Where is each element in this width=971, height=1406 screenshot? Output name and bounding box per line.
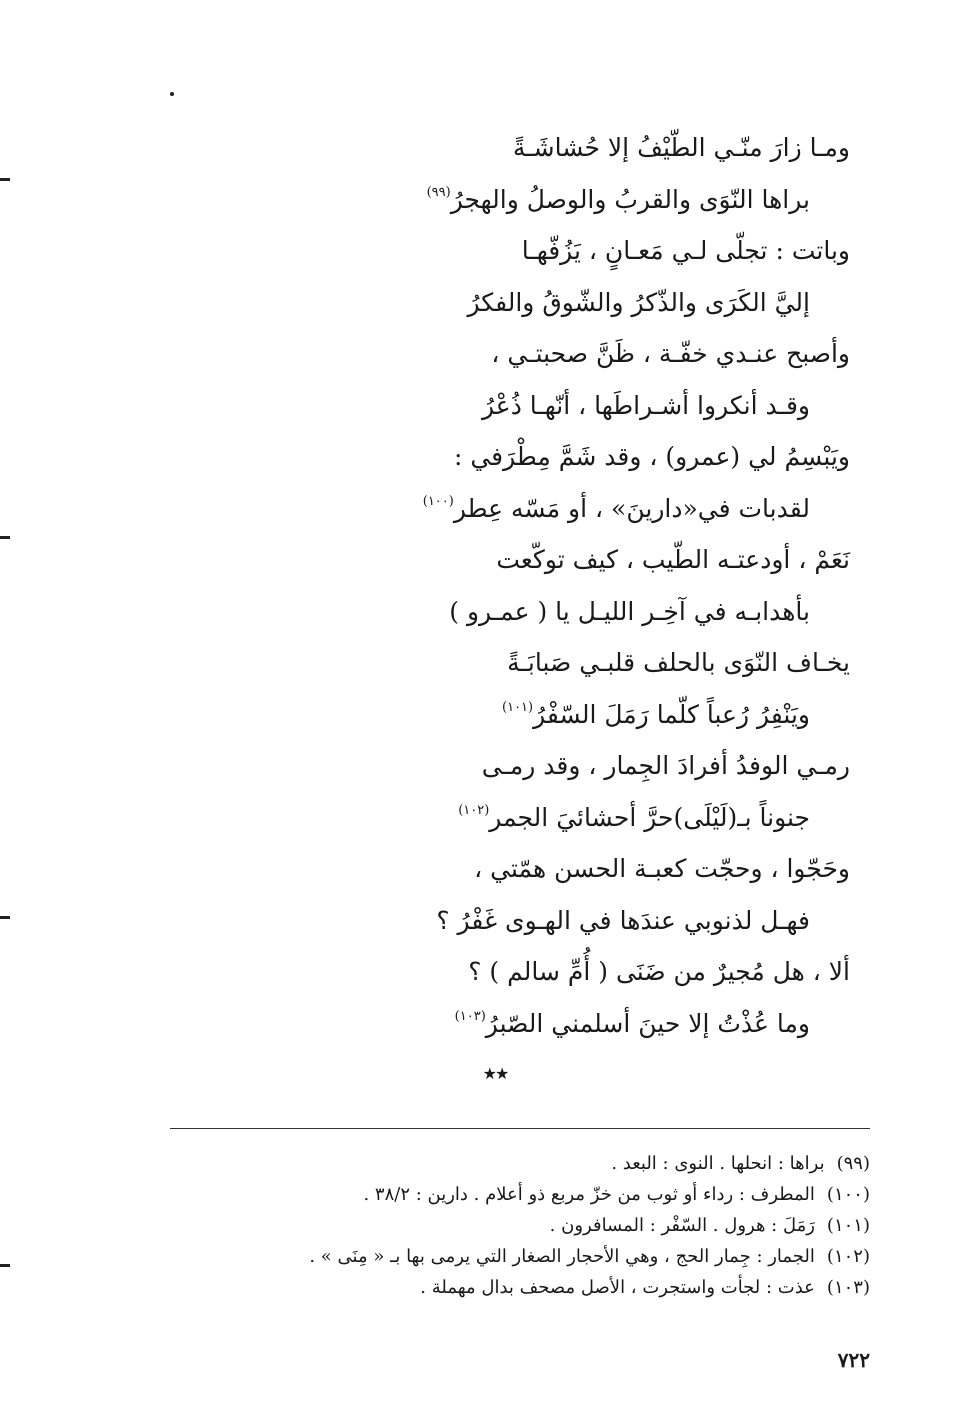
footnote-number: (٩٩) [836,1153,870,1174]
footnote-item [150,1179,870,1210]
edge-mark [0,178,10,181]
poem [150,122,850,1049]
footnote-item [150,1148,870,1179]
footnote-ref: (١٠٠) [422,493,454,509]
footnote-text: المطرف : رداء أو ثوب من خزّ مربع ذو أعلام . دارين : ٣٨/٢ . [363,1184,815,1205]
verse-line: وأصبح عنـدي خفّـة ، ظَنَّ صحبتـي ، [491,339,850,368]
verse-line: براها النّوَى والقربُ والوصلُ والهجرُ$^{(٩٩)}$ [426,184,810,214]
verse-line: فهـل لذنوبي عندَها في الهـوى غَفْرُ ؟ [436,905,810,935]
verse-line: رمـي الوفدُ أفرادَ الجِمار ، وقد رمـى [481,751,850,780]
footnote-ref: (٩٩) [426,184,451,200]
footnote-text: عذت : لجأت واستجرت ، الأصل مصحف بدال مهملة . [420,1277,815,1298]
verse-line: ألا ، هل مُجيرٌ من ضَنَى ( أُمِّ سالم ) ؟ [468,957,850,986]
footnote-ref: (١٠٢) [458,802,490,818]
verse-line: بأهدابـه في آخِـر الليـل يا ( عمـرو ) [449,596,810,626]
footnote-text: رَمَلَ : هرول . السّفْر : المسافرون . [549,1215,815,1236]
page-number: ٧٢٢ [837,1348,870,1372]
verse-line: وحَجّوا ، وحجّت كعبـة الحسن همّتي ، [474,854,850,883]
verse-line: ويَنْفِرُ رُعباً كلّما رَمَلَ السّفْرُ$^{(١٠١)}$ [501,699,810,729]
verse-line: وما عُذْتُ إلا حينَ أسلمني الصّبرُ$^{(١٠٣)}$ [454,1008,810,1038]
verse-line: ويَبْسِمُ لي (عمرو) ، وقد شَمَّ مِطْرَفي : [453,442,850,471]
footnote-number: (١٠٠) [826,1184,870,1205]
verse-line: وباتت : تجلّى لـي مَعـانٍ ، يَزُفّهـا [521,236,850,265]
verse-line: نَعَمْ ، أودعتـه الطّيب ، كيف توكّعت [496,545,850,574]
section-separator: ★★ [482,1064,508,1083]
edge-mark [0,536,10,539]
verse-line: إليَّ الكَرَى والذّكرُ والشّوقُ والفكرُ [467,287,810,317]
footnote-ref: (١٠١) [501,699,534,715]
footnote-item [150,1210,870,1241]
verse-line: وقـد أنكروا أشـراطَها ، أنّهـا ذُعْرُ [481,390,810,420]
footnote-item [150,1272,870,1303]
footnote-divider [170,1128,870,1129]
verse-line: ومـا زارَ منّـي الطّيْفُ إلا حُشاشَـةً [512,133,850,162]
footnote-ref: (١٠٣) [454,1008,486,1024]
edge-mark [0,1264,10,1267]
footnote-text: الجمار : جِمار الحج ، وهي الأحجار الصغار التي يرمى بها بـ « مِنَى » . [309,1246,815,1267]
footnote-item [150,1241,870,1272]
verse-line: يخـاف النّوَى بالحلف قلبـي صَبابَـةً [507,648,850,677]
ink-dot [170,92,174,96]
verse-line: لقدبات في«دارينَ» ، أو مَسّه عِطر$^{(١٠٠)}$ [422,493,810,523]
footnote-text: براها : انحلها . النوى : البعد . [611,1153,825,1174]
footnotes [150,1148,870,1303]
footnote-number: (١٠٣) [826,1277,870,1298]
footnote-number: (١٠٢) [826,1246,870,1267]
edge-mark [0,916,10,919]
verse-line: جنوناً بـ(لَيْلَى)حرَّ أحشائيَ الجمر$^{(١٠٢)}$ [458,802,810,832]
footnote-number: (١٠١) [826,1215,870,1236]
